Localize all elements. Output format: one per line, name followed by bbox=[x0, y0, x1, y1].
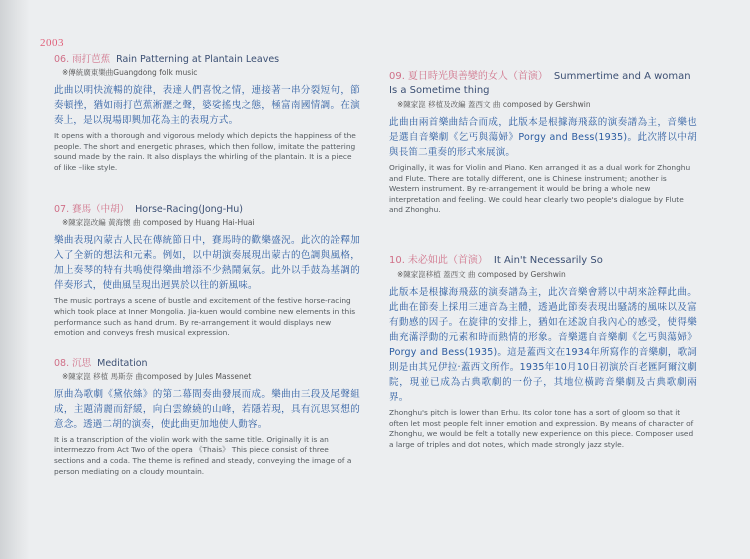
item-title-cn: 沉思 bbox=[72, 357, 92, 369]
item-credit: ※陳家崑 移植及改編 蓋西文 曲 composed by Gershwin bbox=[397, 100, 591, 109]
item-heading bbox=[54, 53, 360, 66]
year-label: 2003 bbox=[40, 37, 64, 49]
page-spine bbox=[0, 0, 30, 559]
item-title-cn: 雨打芭蕉 bbox=[72, 54, 111, 65]
item-title-en: Rain Patterning at Plantain Leaves bbox=[116, 54, 280, 65]
item-description-en: It is a transcription of the violin work with the same title. Originally it is an intermezzo from Act Two of the opera 《Thais》 This piece consist of three sections and a coda. The theme is refined and steady, conveying the image of a person mediating on a cloudy mountain. bbox=[54, 434, 352, 476]
item-heading bbox=[54, 203, 360, 216]
item-description-cn: 原曲為歌劇《黛依絲》的第二幕間奏曲發展而成。樂曲由三段及尾聲組成，主題清麗而舒緩，向白雲繚繞的山峰，若隱若現，具有沉思冥想的意念。透過二胡的演奏，使此曲更加地使人動容。 bbox=[54, 388, 360, 430]
item-title-en: It Ain't Necessarily So bbox=[493, 254, 603, 266]
item-heading bbox=[54, 357, 360, 370]
program-item-08 bbox=[54, 357, 360, 477]
item-description-en: Originally, it was for Violin and Piano. Ken arranged it as a dual work for Zhonghu and Flute. There are totally different, one is Chinese instrument; another is Western instrument. By re-arrangement it would be bring a whole new interpretation and feeling. We could hear clearly two people's dialogue by Flute and Zhonghu. bbox=[389, 163, 691, 215]
item-number: 10. bbox=[389, 254, 405, 266]
item-description-cn: 此版本是根據海飛茲的演奏譜為主，此次音樂會將以中胡來詮釋此曲。此曲在節奏上採用三連音為主體，透過此節奏表現出騷誘的風味以及富有動感的因子。在旋律的安排上，猶如在述說自我內心的感受，使得樂曲充滿浮動的元素和時而熱情的形象。音樂選自音樂劇《乞丐與蕩婦》Porgy and Bess(1935)。這是蓋西文在1934年所寫作的音樂劇，歌詞則是由其兄伊拉·蓋西文所作。1935年10月10日初演於百老匯阿爾汶劇院，現並已成為古典歌劇的一份子，其地位橫跨音樂劇及古典歌劇兩界。 bbox=[389, 286, 697, 403]
item-credit: ※傳統廣東樂曲Guangdong folk music bbox=[62, 68, 198, 77]
program-item-06 bbox=[54, 53, 360, 173]
item-title-cn: 賽馬（中胡） bbox=[72, 204, 130, 216]
item-description-cn: 此曲由兩首樂曲結合而成，此版本是根據海飛茲的演奏譜為主，音樂也是選自音樂劇《乞丐與蕩婦》Porgy and Bess(1935)。此次將以中胡與長笛二重奏的形式來展演。 bbox=[389, 117, 697, 158]
item-description-cn: 樂曲表現內蒙古人民在傳統節日中，賽馬時的歡樂盛況。此次的詮釋加入了全新的想法和元素。例如，以中胡演奏展現出蒙古的色調與風格，加上奏琴的特有共鳴使得樂曲增添不少熱鬧氣氛。此外以手鼓為基調的伴奏形式，使曲風呈現出迥異於以往的新風味。 bbox=[54, 235, 360, 292]
item-heading bbox=[389, 70, 697, 98]
item-number: 09. bbox=[389, 71, 405, 82]
right-column bbox=[389, 70, 697, 462]
left-column bbox=[54, 53, 360, 489]
item-title-cn: 未必如此（首演） bbox=[407, 254, 488, 266]
item-description-en: The music portrays a scene of bustle and excitement of the festive horse-racing which took place at Inner Mongolia. Jia-kuen would combine new elements in this performance such as hand drum. By re-arrangement it would displays new emotion and conveys fresh musical expression. bbox=[54, 296, 356, 338]
program-item-10 bbox=[389, 254, 697, 450]
item-title-cn: 夏日時光與善變的女人（首演） bbox=[407, 71, 548, 82]
item-credit: ※陳家崑改編 黃海懷 曲 composed by Huang Hai-Huai bbox=[62, 218, 255, 228]
item-description-en: Zhonghu's pitch is lower than Erhu. Its color tone has a sort of gloom so that it often let most people felt inner emotion and expression. By means of character of Zhonghu, we would be felt a totally new experience on this piece. Composer used a large of triples and dot notes, which made strongly jazz style. bbox=[389, 407, 694, 449]
item-title-en: Meditation bbox=[97, 357, 148, 369]
item-number: 08. bbox=[54, 357, 70, 369]
item-number: 06. bbox=[54, 54, 70, 65]
program-item-07 bbox=[54, 203, 360, 338]
item-credit: ※陳家崑移植 蓋西文 曲 composed by Gershwin bbox=[397, 269, 566, 279]
item-title-en: Horse-Racing(Jong-Hu) bbox=[135, 204, 244, 216]
item-description-en: It opens with a thorough and vigorous melody which depicts the happiness of the people. The short and energetic phrases, which then follow, imitate the pattering sound made by the rain. It also displays the whirling of the plantain. It is a piece of like –like style. bbox=[54, 131, 356, 172]
item-credit: ※陳家崑 移植 馬斯奈 曲composed by Jules Massenet bbox=[62, 371, 252, 381]
item-description-cn: 此曲以明快流暢的旋律，表達人們喜悅之情，連接著一串分裂短句，節奏頓挫，猶如雨打芭蕉淅瀝之聲，婆娑搖曳之態，極富南國情調。在演奏上，是以現場即興加花為主的表現方式。 bbox=[54, 85, 360, 126]
item-number: 07. bbox=[54, 204, 70, 216]
item-heading bbox=[389, 254, 697, 268]
program-item-09 bbox=[389, 70, 697, 216]
item-title-en: Summertime and A woman Is a Sometime thing bbox=[389, 71, 691, 96]
